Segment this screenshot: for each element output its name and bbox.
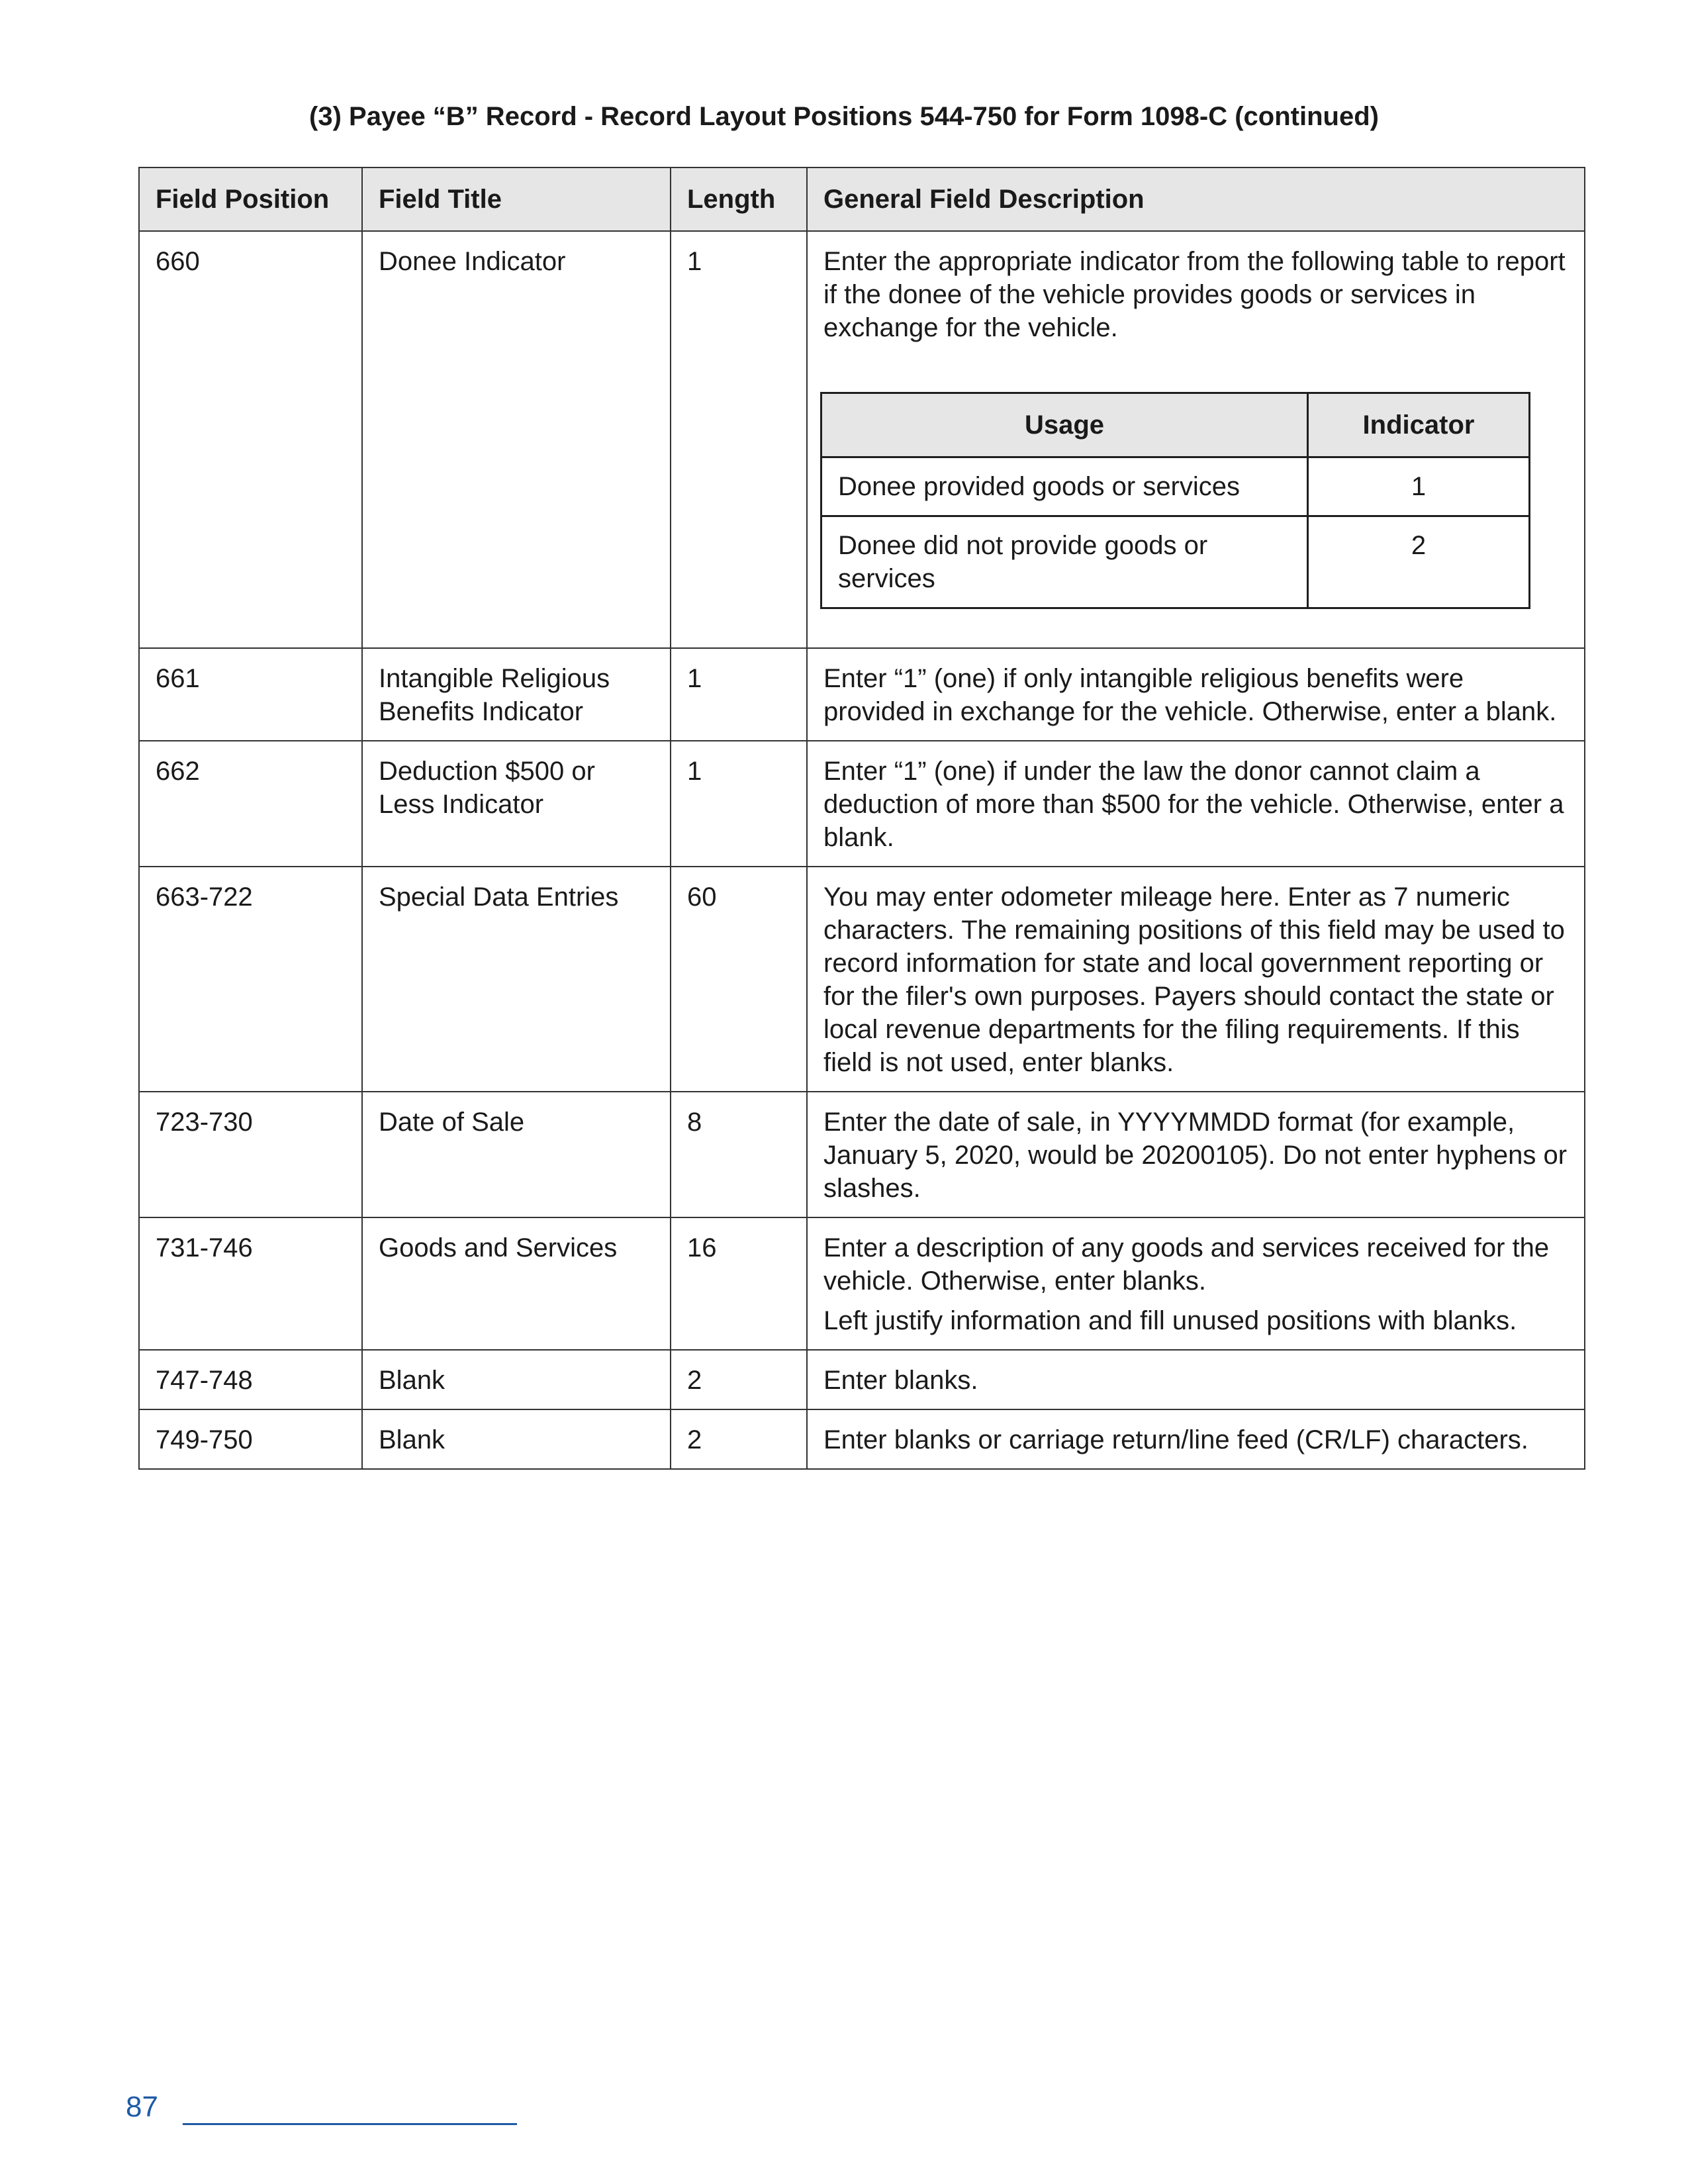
field-description: [807, 1217, 1585, 1350]
field-length: 60: [671, 867, 807, 1092]
table-row: [139, 1409, 1585, 1469]
description-text: Enter the appropriate indicator from the following table to report if the donee of the vehicle provides goods or services in exchange for the vehicle.: [823, 247, 1566, 342]
description-text: Enter the date of sale, in YYYYMMDD format (for example, January 5, 2020, would be 20200105). Do not enter hyphens or slashes.: [823, 1108, 1568, 1203]
field-description: [807, 1409, 1585, 1469]
table-row: [139, 1350, 1585, 1409]
description-text: Left justify information and fill unused positions with blanks.: [823, 1306, 1517, 1335]
table-row: [139, 741, 1585, 867]
description-text: Enter “1” (one) if only intangible religious benefits were provided in exchange for the vehicle. Otherwise, enter a blank.: [823, 664, 1557, 726]
field-title: Deduction $500 or Less Indicator: [362, 741, 671, 867]
header-field-title: Field Title: [362, 167, 671, 231]
footer-rule: [183, 2123, 517, 2125]
usage-cell: Donee did not provide goods or services: [821, 516, 1308, 608]
field-position: 663-722: [139, 867, 362, 1092]
field-position: 661: [139, 648, 362, 741]
description-text: Enter blanks.: [823, 1366, 978, 1395]
description-text: Enter “1” (one) if under the law the donor cannot claim a deduction of more than $500 for the vehicle. Otherwise, enter a blank.: [823, 757, 1564, 852]
usage-table-row: [821, 516, 1530, 608]
field-position: 731-746: [139, 1217, 362, 1350]
field-title: Special Data Entries: [362, 867, 671, 1092]
field-position: 662: [139, 741, 362, 867]
indicator-cell: 2: [1308, 516, 1530, 608]
usage-header: Usage: [821, 393, 1308, 457]
table-header-row: [139, 167, 1585, 231]
field-title: Blank: [362, 1350, 671, 1409]
field-description: [807, 231, 1585, 648]
indicator-cell: 1: [1308, 457, 1530, 516]
table-row: [139, 867, 1585, 1092]
field-title: Goods and Services: [362, 1217, 671, 1350]
field-length: 8: [671, 1092, 807, 1217]
field-length: 1: [671, 648, 807, 741]
field-description: [807, 741, 1585, 867]
table-row: [139, 1092, 1585, 1217]
field-description: [807, 1092, 1585, 1217]
field-length: 1: [671, 231, 807, 648]
field-description: [807, 867, 1585, 1092]
header-field-position: Field Position: [139, 167, 362, 231]
field-length: 2: [671, 1409, 807, 1469]
description-text: Enter a description of any goods and services received for the vehicle. Otherwise, enter blanks.: [823, 1233, 1550, 1296]
table-row: [139, 648, 1585, 741]
field-title: Donee Indicator: [362, 231, 671, 648]
indicator-header: Indicator: [1308, 393, 1530, 457]
field-description: [807, 1350, 1585, 1409]
field-position: 660: [139, 231, 362, 648]
field-title: Date of Sale: [362, 1092, 671, 1217]
table-row: [139, 1217, 1585, 1350]
usage-indicator-table: [820, 392, 1530, 609]
page-number: 87: [126, 2091, 158, 2123]
page-title: (3) Payee “B” Record ‐ Record Layout Positions 544-750 for Form 1098-C (continued): [309, 102, 1379, 131]
field-length: 16: [671, 1217, 807, 1350]
usage-table-row: [821, 457, 1530, 516]
field-length: 1: [671, 741, 807, 867]
table-row: [139, 231, 1585, 648]
field-description: [807, 648, 1585, 741]
header-general-field-description: General Field Description: [807, 167, 1585, 231]
description-text: Enter blanks or carriage return/line feed (CR/LF) characters.: [823, 1425, 1528, 1454]
field-length: 2: [671, 1350, 807, 1409]
field-position: 723-730: [139, 1092, 362, 1217]
field-title: Intangible Religious Benefits Indicator: [362, 648, 671, 741]
field-position: 747-748: [139, 1350, 362, 1409]
field-title: Blank: [362, 1409, 671, 1469]
header-length: Length: [671, 167, 807, 231]
usage-table-header-row: [821, 393, 1530, 457]
description-text: You may enter odometer mileage here. Enter as 7 numeric characters. The remaining positions of this field may be used to record information for state and local government reporting or for the filer's own purposes. Payers should contact the state or local revenue departments for the filing requirements. If this field is not used, enter blanks.: [823, 882, 1565, 1077]
record-layout-table: [138, 167, 1585, 1470]
usage-cell: Donee provided goods or services: [821, 457, 1308, 516]
field-position: 749-750: [139, 1409, 362, 1469]
